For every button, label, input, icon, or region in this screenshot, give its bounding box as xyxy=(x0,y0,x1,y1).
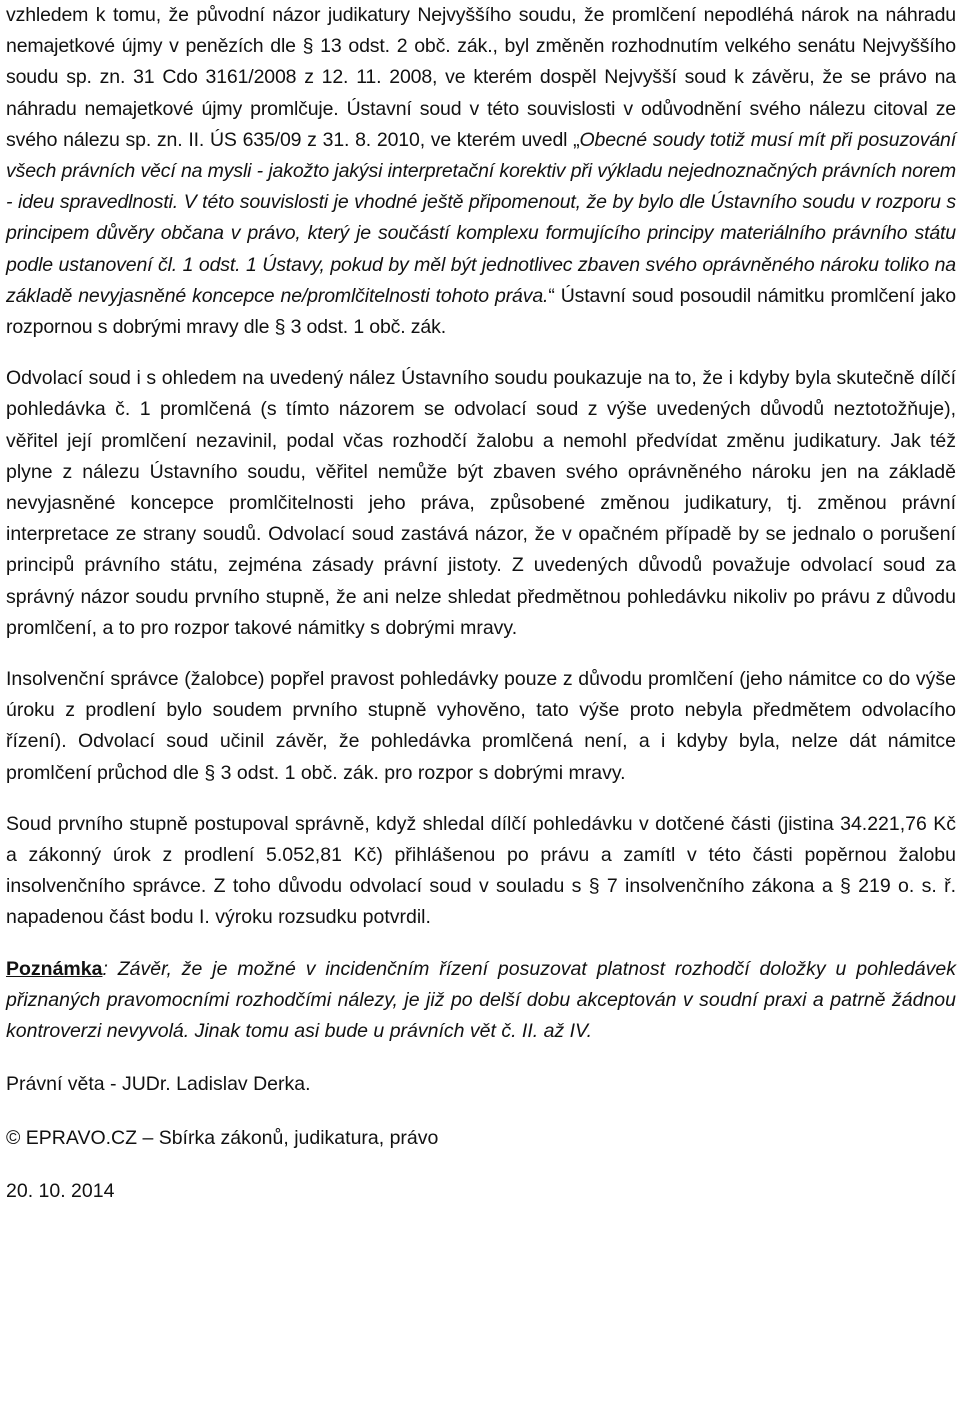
paragraph-1-text: vzhledem k tomu, že původní názor judikatury Nejvyššího soudu, že promlčení nepodléhá nárok na náhradu nemajetkové újmy v penězích dle § 13 odst. 2 obč. zák., byl změněn rozhodnutím velkého senátu Nejvyššího soudu sp. zn. 31 Cdo 3161/2008 z 12. 11. 2008, ve kterém dospěl Nejvyšší soud k závěru, že se právo na náhradu nemajetkové újmy promlčuje. Ústavní soud v této souvislosti v odůvodnění svého nálezu citoval ze svého nálezu sp. zn. II. ÚS 635/09 z 31. 8. 2010, ve kterém uvedl „ xyxy=(6,4,956,151)
paragraph-3: Insolvenční správce (žalobce) popřel pravost pohledávky pouze z důvodu promlčení (jeho námitce co do výše úroku z prodlení bylo soudem prvního stupně vyhověno, tato výše proto nebyla předmětem odvolacího řízení). Odvolací soud učinil závěr, že pohledávka promlčená není, a i kdyby byla, nelze dát námitce promlčení průchod dle § 3 odst. 1 obč. zák. pro rozpor s dobrými mravy. xyxy=(6,668,956,784)
paragraph-1-text-end: “ Ústavní soud posoudil námitku promlčení jako rozpornou s dobrými mravy dle § 3 odst. 1 obč. zák. xyxy=(6,284,956,339)
note-text: : Závěr, že je možné v incidenčním řízení posuzovat platnost rozhodčí doložky u pohledávek přiznaných pravomocními rozhodčími nálezy, je již po delší dobu akceptován v soudní praxi a patrně žádnou kontroverzi nevyvolá. Jinak tomu asi bude u právních vět č. II. až IV. xyxy=(6,957,956,1043)
paragraph-4: Soud prvního stupně postupoval správně, když shledal dílčí pohledávku v dotčené části (jistina 34.221,76 Kč a zákonný úrok z prodlení 5.052,81 Kč) přihlášenou po právu a zamítl v této části popěrnou žalobu insolvenčního správce. Z toho důvodu odvolací soud v souladu s § 7 insolvenčního zákona a § 219 o. s. ř. napadenou část bodu I. výroku rozsudku potvrdil. xyxy=(6,812,956,929)
note-label: Poznámka xyxy=(6,957,103,980)
legal-sentence-author: Právní věta - JUDr. Ladislav Derka. xyxy=(6,1073,311,1096)
document-date: 20. 10. 2014 xyxy=(6,1179,115,1202)
court-quote: Obecné soudy totiž musí mít při posuzování všech právních věcí na mysli - jakožto jakýsi interpretační korektiv při výkladu nejednoznačných právních norem - ideu spravedlnosti. V této souvislosti je vhodné ještě připomenout, že by bylo dle Ústavního soudu v rozporu s principem důvěry občana v právo, který je součástí komplexu formujícího principy materiálního právního státu podle ustanovení čl. 1 odst. 1 Ústavy, pokud by měl být jednotlivec zbaven svého oprávněného nároku toliko na základě nevyjasněné koncepce ne/promlčitelnosti tohoto práva. xyxy=(6,128,957,307)
document-page xyxy=(6,0,956,1207)
paragraph-1 xyxy=(6,0,956,343)
paragraph-2: Odvolací soud i s ohledem na uvedený nález Ústavního soudu poukazuje na to, že i kdyby byla skutečně dílčí pohledávka č. 1 promlčená (s tímto názorem se odvolací soud z výše uvedených důvodů neztotožňuje), věřitel její promlčení nezavinil, podal včas rozhodčí žalobu a nemohl předvídat změnu judikatury. Jak též plyne z nálezu Ústavního soudu, věřitel nemůže být zbaven svého oprávněného nároku jen na základě nevyjasněné koncepce promlčitelnosti jeho práva, způsobené změnou judikatury, tj. změnou právní interpretace ze strany soudů. Odvolací soud zastává názor, že v opačném případě by se jednalo o porušení principů právního státu, zejména zásady právní jistoty. Z uvedených důvodů považuje odvolací soud za správný názor soudu prvního stupně, že ani nelze shledat předmětnou pohledávku nikoliv po právu z důvodu promlčení, a to pro rozpor takové námitky s dobrými mravy. xyxy=(6,367,956,639)
note-paragraph xyxy=(6,954,956,1048)
copyright-line: © EPRAVO.CZ – Sbírka zákonů, judikatura, právo xyxy=(6,1126,439,1149)
